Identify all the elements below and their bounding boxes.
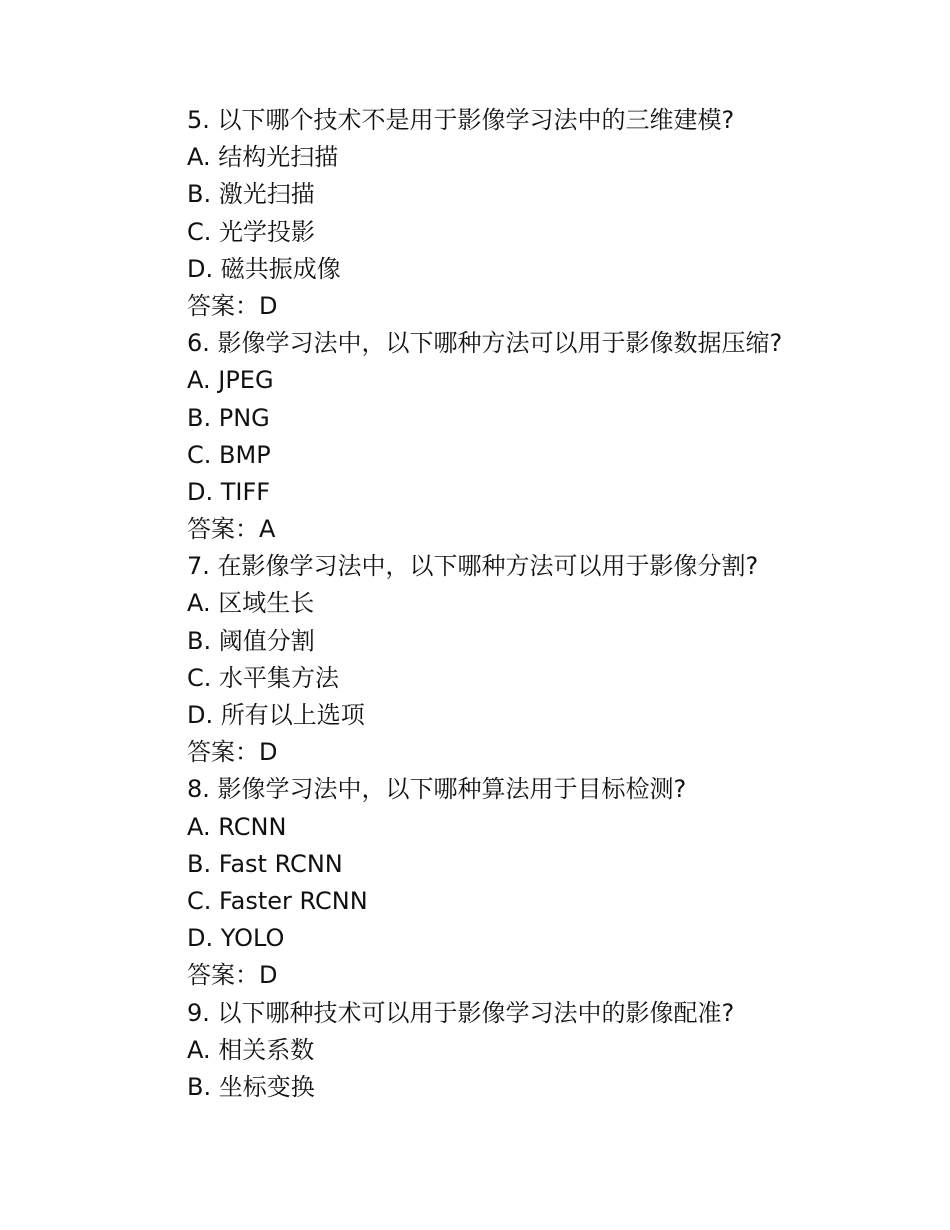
- question-7-option-c: C. 水平集方法: [187, 663, 340, 692]
- question-7-text: 7. 在影像学习法中，以下哪种方法可以用于影像分割?: [187, 552, 759, 581]
- question-7-option-b: B. 阈值分割: [187, 626, 315, 655]
- question-6-option-a: A. JPEG: [187, 366, 274, 395]
- question-6-text: 6. 影像学习法中，以下哪种方法可以用于影像数据压缩?: [187, 329, 783, 358]
- question-5-answer: 答案：D: [187, 291, 278, 320]
- question-8-option-a: A. RCNN: [187, 812, 287, 841]
- question-8-option-c: C. Faster RCNN: [187, 886, 368, 915]
- question-list: [187, 102, 887, 1106]
- question-7-option-d: D. 所有以上选项: [187, 701, 365, 729]
- question-5-option-a: A. 结构光扫描: [187, 143, 339, 172]
- question-5-option-d: D. 磁共振成像: [187, 254, 341, 283]
- question-7-answer: 答案：D: [187, 738, 278, 767]
- question-6-answer: 答案：A: [187, 515, 276, 544]
- question-5-text: 5. 以下哪个技术不是用于影像学习法中的三维建模?: [187, 106, 735, 134]
- question-7-option-a: A. 区域生长: [187, 589, 315, 618]
- question-8-option-b: B. Fast RCNN: [187, 849, 343, 878]
- question-6-option-c: C. BMP: [187, 440, 271, 469]
- question-9-text: 9. 以下哪种技术可以用于影像学习法中的影像配准?: [187, 998, 735, 1027]
- question-8-answer: 答案：D: [187, 961, 278, 990]
- question-8-option-d: D. YOLO: [187, 924, 285, 953]
- question-6-option-b: B. PNG: [187, 403, 270, 432]
- question-9-option-b: B. 坐标变换: [187, 1072, 315, 1101]
- question-6-option-d: D. TIFF: [187, 477, 271, 506]
- question-9-option-a: A. 相关系数: [187, 1035, 315, 1064]
- question-5-option-c: C. 光学投影: [187, 217, 316, 246]
- question-5-option-b: B. 激光扫描: [187, 180, 315, 209]
- question-8-text: 8. 影像学习法中，以下哪种算法用于目标检测?: [187, 775, 687, 804]
